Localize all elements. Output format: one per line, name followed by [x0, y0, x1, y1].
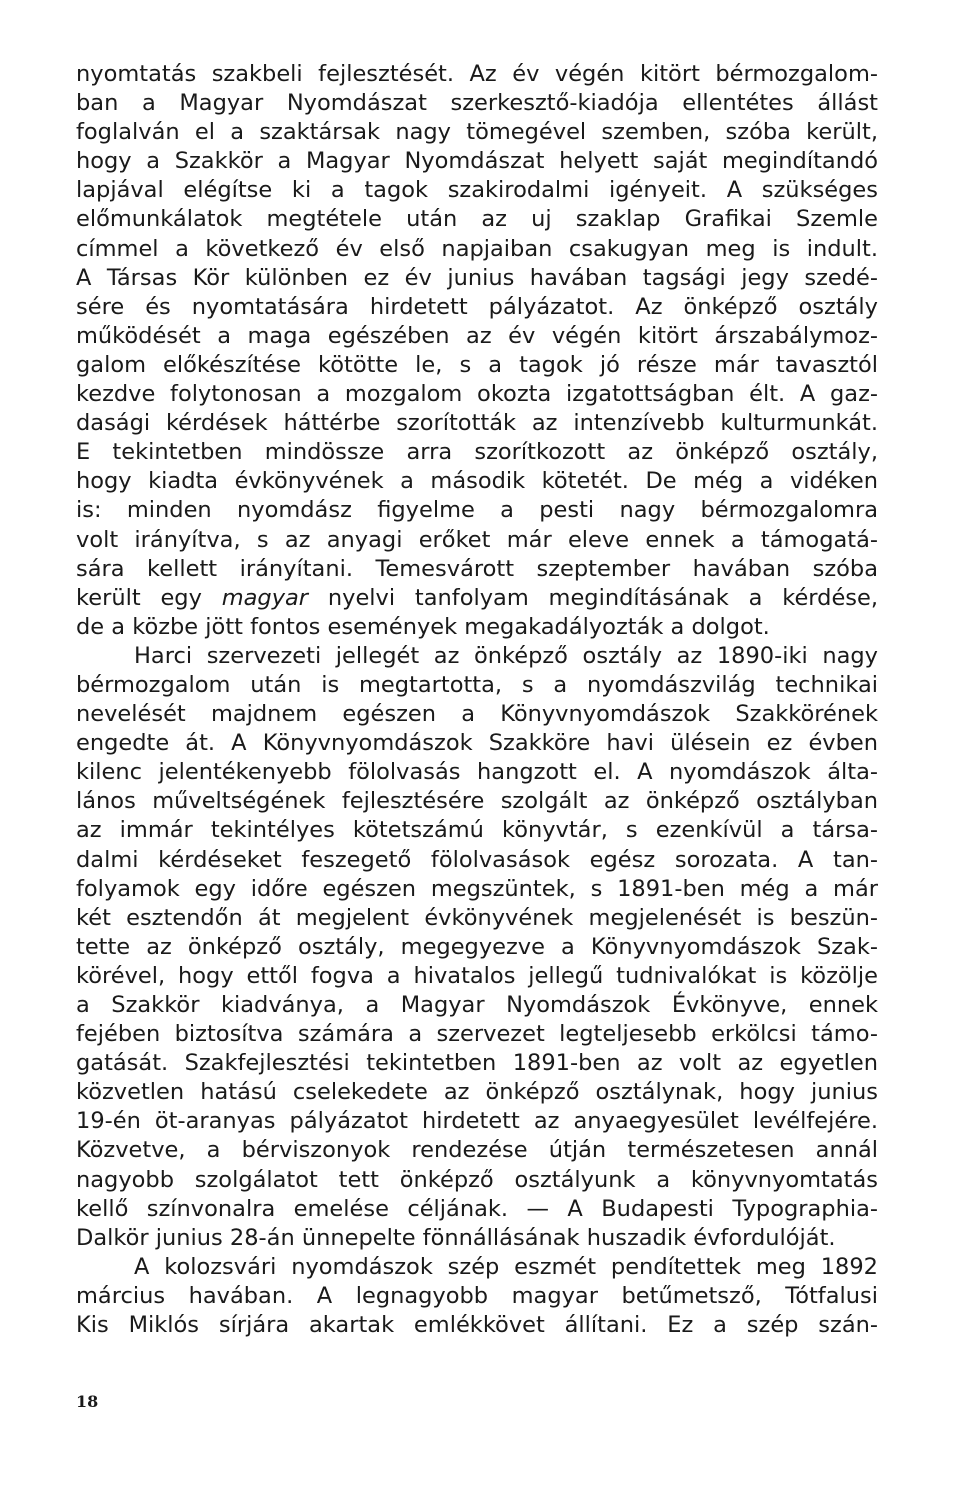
- text-segment: nyelvi tanfolyam megindításának a kérdése,: [308, 584, 878, 611]
- text-segment: került egy: [76, 584, 222, 611]
- body-text: [76, 60, 878, 1340]
- text-line: sára kellett irányítani. Temesvárott szeptember havában szóba: [76, 555, 878, 582]
- text-line: Dalkör junius 28-án ünnepelte fönnállásának huszadik évfordulóját.: [76, 1224, 836, 1251]
- text-line: nevelését majdnem egészen a Könyvnyomdászok Szakkörének: [76, 701, 878, 728]
- text-line: március havában. A legnagyobb magyar betűmetsző, Tótfalusi: [76, 1282, 878, 1309]
- page-number: 18: [76, 1392, 99, 1411]
- text-line: a Szakkör kiadványa, a Magyar Nyomdászok Évkönyve, ennek: [76, 992, 878, 1018]
- text-line: két esztendőn át megjelent évkönyvének megjelenését is beszün-: [76, 904, 878, 931]
- text-line: működését a maga egészében az év végén kitört árszabálymoz-: [76, 322, 878, 349]
- text-line-mixed: [76, 584, 878, 613]
- text-line: hogy kiadta évkönyvének a második kötetét. De még a vidéken: [76, 468, 878, 495]
- text-line: nyomtatás szakbeli fejlesztését. Az év végén kitört bérmozgalom-: [76, 61, 878, 87]
- text-line: foglalván el a szaktársak nagy tömegével szemben, szóba került,: [76, 119, 878, 146]
- text-line: az immár tekintélyes kötetszámú könyvtár, s ezenkívül a társa-: [76, 817, 878, 844]
- text-line: Közvetve, a bérviszonyok rendezése útján természetesen annál: [76, 1137, 878, 1164]
- paragraph-first-line: A kolozsvári nyomdászok szép eszmét pendítettek meg 1892: [134, 1253, 878, 1280]
- text-line: engedte át. A Könyvnyomdászok Szakköre havi ülésein ez évben: [76, 730, 878, 757]
- text-line: volt irányítva, s az anyagi erőket már eleve ennek a támogatá-: [76, 526, 878, 553]
- text-line: közvetlen hatású cselekedete az önképző osztálynak, hogy junius: [76, 1079, 878, 1106]
- text-line: címmel a következő év első napjaiban csakugyan meg is indult.: [76, 235, 878, 262]
- text-line: E tekintetben mindössze arra szorítkozott az önképző osztály,: [76, 439, 878, 466]
- text-line: dasági kérdések háttérbe szorították az intenzívebb kulturmunkát.: [76, 410, 878, 437]
- text-line: is: minden nyomdász figyelme a pesti nagy bérmozgalomra: [76, 497, 878, 524]
- text-line: előmunkálatok megtétele után az uj szaklap Grafikai Szemle: [76, 206, 878, 233]
- paragraph-first-line: Harci szervezeti jellegét az önképző osztály az 1890-iki nagy: [134, 642, 878, 669]
- text-line: A Társas Kör különben ez év junius havában tagsági jegy szedé-: [76, 264, 878, 291]
- text-line: kezdve folytonosan a mozgalom okozta izgatottságban élt. A gaz-: [76, 381, 878, 408]
- text-line: lapjával elégítse ki a tagok szakirodalmi igényeit. A szükséges: [76, 177, 878, 204]
- text-line: sére és nyomtatására hirdetett pályázatot. Az önképző osztály: [76, 293, 878, 320]
- text-line: de a közbe jött fontos események megakadályozták a dolgot.: [76, 613, 770, 640]
- text-line: nagyobb szolgálatot tett önképző osztályunk a könyvnyomtatás: [76, 1166, 878, 1193]
- text-line: gatását. Szakfejlesztési tekintetben 1891-ben az volt az egyetlen: [76, 1050, 878, 1077]
- text-line: körével, hogy ettől fogva a hivatalos jellegű tudnivalókat is közölje: [76, 962, 878, 989]
- text-line: hogy a Szakkör a Magyar Nyomdászat helyett saját megindítandó: [76, 148, 878, 175]
- text-line: ban a Magyar Nyomdászat szerkesztő-kiadója ellentétes állást: [76, 90, 878, 117]
- text-line: kilenc jelentékenyebb fölolvasás hangzott el. A nyomdászok álta-: [76, 759, 878, 786]
- text-line: lános műveltségének fejlesztésére szolgált az önképző osztályban: [76, 788, 878, 815]
- text-line: 19-én öt-aranyas pályázatot hirdetett az anyaegyesület levélfejére.: [76, 1108, 878, 1135]
- text-line: Kis Miklós sírjára akartak emlékkövet állítani. Ez a szép szán-: [76, 1312, 878, 1339]
- text-line: tette az önképző osztály, megegyezve a Könyvnyomdászok Szak-: [76, 933, 878, 960]
- text-line: kellő színvonalra emelése céljának. — A Budapesti Typographia-: [76, 1195, 878, 1222]
- text-line: galom előkészítése kötötte le, s a tagok jó része már tavasztól: [76, 351, 878, 378]
- emphasized-word: magyar: [221, 584, 309, 611]
- text-line: bérmozgalom után is megtartotta, s a nyomdászvilág technikai: [76, 671, 878, 698]
- text-line: dalmi kérdéseket feszegető fölolvasások egész sorozata. A tan-: [76, 846, 878, 873]
- text-line: folyamok egy időre egészen megszüntek, s 1891-ben még a már: [76, 875, 878, 902]
- text-line: fejében biztosítva számára a szervezet legteljesebb erkölcsi támo-: [76, 1021, 878, 1048]
